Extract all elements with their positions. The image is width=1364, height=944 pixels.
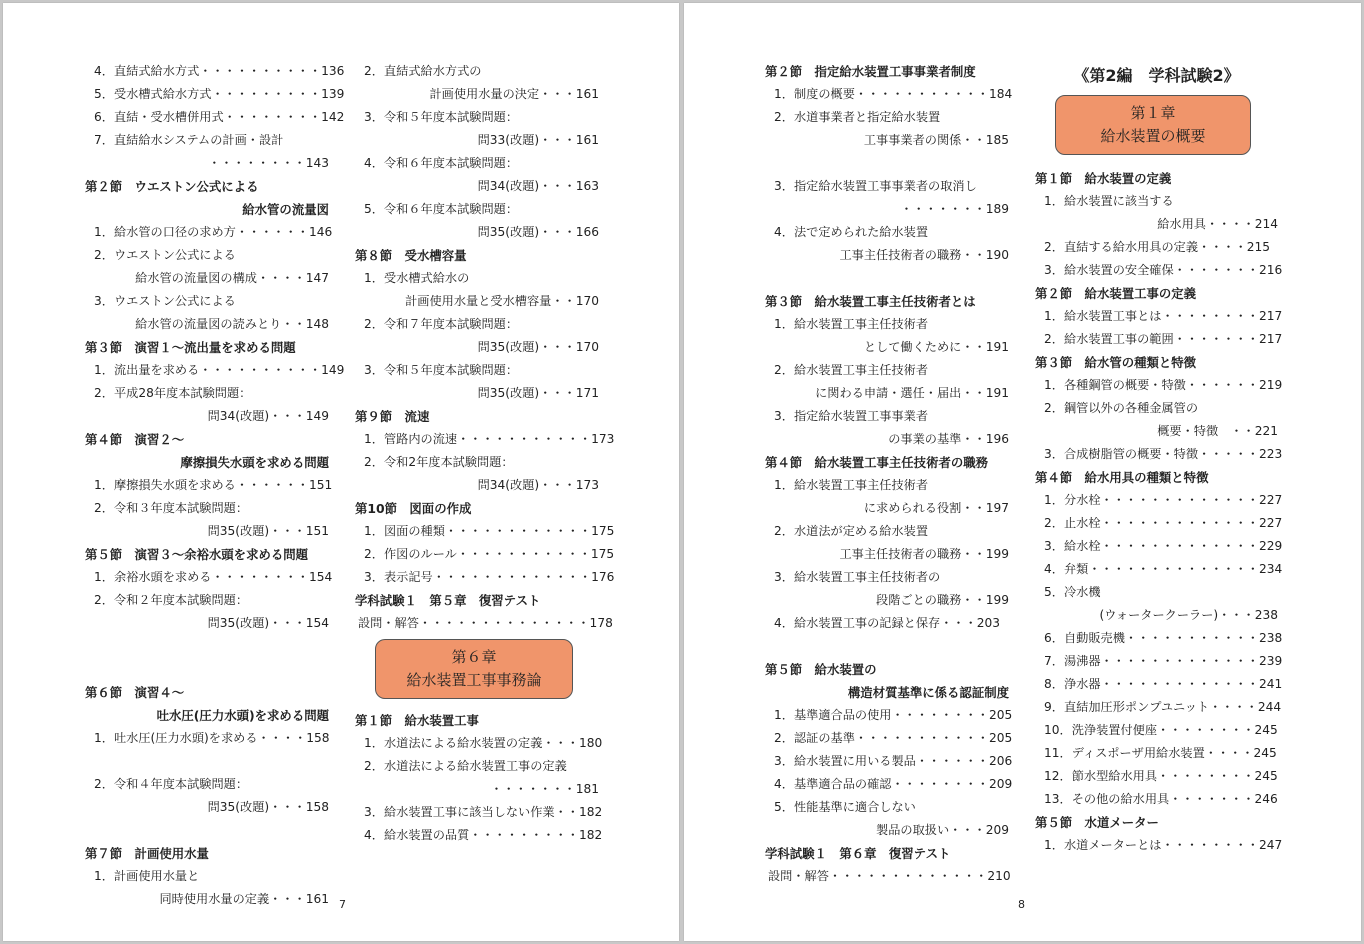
toc-item: 1．給水装置工事とは・・・・・・・・217: [1044, 309, 1283, 323]
toc-item: 5．性能基準に適合しない: [774, 800, 916, 814]
section-heading: 第９節 流速: [355, 409, 430, 424]
toc-item: 5．令和６年度本試験問題：: [364, 202, 519, 216]
section-heading: 学科試験１ 第６章 復習テスト: [765, 846, 951, 861]
toc-item-continuation: 同時使用水量の定義・・・161: [159, 892, 329, 906]
toc-item-continuation: 給水用具・・・・214: [1157, 217, 1278, 231]
section-heading: 第３節 給水管の種類と特徴: [1035, 355, 1197, 370]
section-heading: 第５節 演習３～余裕水頭を求める問題: [85, 547, 309, 562]
toc-item: 1．流出量を求める・・・・・・・・・・149: [94, 363, 345, 377]
toc-item: 1．制度の概要・・・・・・・・・・・184: [774, 87, 1013, 101]
toc-item: 1．各種鋼管の概要・特徴・・・・・・219: [1044, 378, 1283, 392]
toc-item: 1．給水装置に該当する: [1044, 194, 1174, 208]
toc-item: 1．水道法による給水装置の定義・・・180: [364, 736, 603, 750]
toc-item: 4．基準適合品の確認・・・・・・・・209: [774, 777, 1013, 791]
toc-item-continuation: 問33(改題)・・・161: [477, 133, 599, 147]
toc-item: 3．給水装置に用いる製品・・・・・・206: [774, 754, 1013, 768]
spacer: [765, 152, 1009, 175]
toc-item: 4．給水装置の品質・・・・・・・・・182: [364, 828, 603, 842]
toc-item: 3．給水装置工事主任技術者の: [774, 570, 941, 584]
toc-item-continuation: に関わる申請・選任・届出・・191: [815, 386, 1009, 400]
toc-item-continuation: 工事主任技術者の職務・・190: [839, 248, 1009, 262]
toc-item: 6．直結・受水槽併用式・・・・・・・・142: [94, 110, 345, 124]
spacer: [765, 267, 1009, 290]
toc-item: 4．給水装置工事の記録と保存・・・203: [774, 616, 1001, 630]
toc-item: 4．直結式給水方式・・・・・・・・・・136: [94, 64, 345, 78]
toc-item-continuation: 製品の取扱い・・・209: [876, 823, 1009, 837]
toc-item-continuation: 工事事業者の関係・・185: [863, 133, 1009, 147]
toc-item: 1．管路内の流速・・・・・・・・・・・173: [364, 432, 615, 446]
toc-item: 4．弁類・・・・・・・・・・・・・・234: [1044, 562, 1283, 576]
right-column-1: [765, 60, 1013, 888]
page-number-left: 7: [339, 898, 346, 911]
toc-item: 2．作図のルール・・・・・・・・・・・175: [364, 547, 615, 561]
toc-item-continuation: 問35(改題)・・・151: [207, 524, 329, 538]
toc-item-continuation: 問34(改題)・・・163: [477, 179, 599, 193]
section-heading: 第４節 演習２～: [85, 432, 185, 447]
toc-item-continuation: 段階ごとの職務・・199: [876, 593, 1009, 607]
toc-item-continuation: に求められる役割・・197: [863, 501, 1009, 515]
toc-item-continuation: として働くために・・191: [863, 340, 1009, 354]
toc-item: 3．ウエストン公式による: [94, 294, 236, 308]
section-heading: 学科試験１ 第５章 復習テスト: [355, 593, 541, 608]
toc-item: 10．洗浄装置付便座・・・・・・・・245: [1044, 723, 1278, 737]
section-heading-continuation: 摩擦損失水頭を求める問題: [180, 455, 329, 470]
review-test-item: 設問・解答・・・・・・・・・・・・・・178: [358, 616, 613, 630]
left-column-1: [85, 60, 345, 911]
section-heading: 第１節 給水装置工事: [355, 713, 479, 728]
toc-item: 7．湯沸器・・・・・・・・・・・・・239: [1044, 654, 1283, 668]
section-heading: 第２節 給水装置工事の定義: [1035, 286, 1197, 301]
toc-item-continuation: 給水管の流量図の読みとり・・148: [135, 317, 329, 331]
toc-item: 2．止水栓・・・・・・・・・・・・・227: [1044, 516, 1283, 530]
section-heading-continuation: 吐水圧(圧力水頭)を求める問題: [156, 708, 329, 723]
toc-item-continuation: 問34(改題)・・・173: [477, 478, 599, 492]
toc-item: 2．直結式給水方式の: [364, 64, 482, 78]
section-heading: 第４節 給水用具の種類と特徴: [1035, 470, 1209, 485]
toc-item-continuation: 問35(改題)・・・166: [477, 225, 599, 239]
toc-item: 3．令和５年度本試験問題：: [364, 110, 519, 124]
toc-item: 1．計画使用水量と: [94, 869, 200, 883]
toc-item: 6．自動販売機・・・・・・・・・・・238: [1044, 631, 1283, 645]
chapter-title-box: [375, 639, 573, 699]
toc-item-continuation: ・・・・・・・・143: [208, 156, 329, 170]
toc-item: 2．令和７年度本試験問題：: [364, 317, 519, 331]
chapter-name: 給水装置工事事務論: [406, 671, 542, 689]
part-title: 《第2編 学科試験2》: [1073, 66, 1240, 85]
toc-item: 9．直結加圧形ポンプユニット・・・・244: [1044, 700, 1282, 714]
section-heading: 第５節 水道メーター: [1035, 815, 1159, 830]
toc-item: 2．直結する給水用具の定義・・・・215: [1044, 240, 1271, 254]
toc-item: 2．令和2年度本試験問題：: [364, 455, 514, 469]
toc-item-continuation: (ウォータークーラー)・・・238: [1099, 608, 1278, 622]
toc-item: 12．節水型給水用具・・・・・・・・245: [1044, 769, 1278, 783]
toc-item: 1．基準適合品の使用・・・・・・・・205: [774, 708, 1013, 722]
toc-item-continuation: ・・・・・・・189: [900, 202, 1009, 216]
toc-item-continuation: 問35(改題)・・・158: [207, 800, 329, 814]
toc-item: 1．水道メーターとは・・・・・・・・247: [1044, 838, 1283, 852]
section-heading: 第３節 演習１～流出量を求める問題: [85, 340, 296, 355]
section-heading: 第４節 給水装置工事主任技術者の職務: [765, 455, 989, 470]
toc-item: 5．受水槽式給水方式・・・・・・・・・139: [94, 87, 345, 101]
toc-item: 2．給水装置工事の範囲・・・・・・・217: [1044, 332, 1283, 346]
toc-item: 2．鋼管以外の各種金属管の: [1044, 401, 1199, 415]
toc-item: 2．令和３年度本試験問題：: [94, 501, 249, 515]
toc-item: 2．水道法が定める給水装置: [774, 524, 929, 538]
toc-item-continuation: 問35(改題)・・・170: [477, 340, 599, 354]
section-heading: 第７節 計画使用水量: [85, 846, 209, 861]
section-heading: 第２節 指定給水装置工事事業者制度: [765, 64, 976, 79]
toc-item: 8．浄水器・・・・・・・・・・・・・241: [1044, 677, 1283, 691]
chapter-number: 第６章: [451, 648, 497, 666]
spacer: [85, 819, 329, 842]
toc-item: 4．令和６年度本試験問題：: [364, 156, 519, 170]
toc-item: 1．摩擦損失水頭を求める・・・・・・151: [94, 478, 333, 492]
toc-item: 11．ディスポーザ用給水装置・・・・245: [1044, 746, 1277, 760]
toc-item: 1．受水槽式給水の: [364, 271, 470, 285]
toc-item: 2．令和２年度本試験問題：: [94, 593, 249, 607]
toc-item: 2．認証の基準・・・・・・・・・・・205: [774, 731, 1013, 745]
toc-item: 3．令和５年度本試験問題：: [364, 363, 519, 377]
toc-item: 13．その他の給水用具・・・・・・・246: [1044, 792, 1278, 806]
toc-item-continuation: 計画使用水量の決定・・・161: [429, 87, 599, 101]
toc-item: 3．給水栓・・・・・・・・・・・・・229: [1044, 539, 1283, 553]
toc-item: 1．分水栓・・・・・・・・・・・・・227: [1044, 493, 1283, 507]
right-page: [684, 3, 1361, 941]
section-heading: 第５節 給水装置の: [765, 662, 877, 677]
toc-item: 2．ウエストン公式による: [94, 248, 236, 262]
chapter-number: 第１章: [1130, 104, 1176, 122]
toc-item-continuation: 計画使用水量と受水槽容量・・170: [405, 294, 599, 308]
toc-item: 2．水道事業者と指定給水装置: [774, 110, 941, 124]
toc-item: 5．冷水機: [1044, 585, 1101, 599]
right-column-2: [1035, 60, 1283, 857]
section-heading: 第３節 給水装置工事主任技術者とは: [765, 294, 976, 309]
toc-item-continuation: 問34(改題)・・・149: [207, 409, 329, 423]
toc-item: 3．給水装置工事に該当しない作業・・182: [364, 805, 603, 819]
toc-item: 2．給水装置工事主任技術者: [774, 363, 929, 377]
chapter-title-box: [1055, 95, 1251, 155]
spacer: [765, 635, 1009, 658]
left-page: [3, 3, 679, 941]
chapter-name: 給水装置の概要: [1100, 127, 1206, 145]
toc-item: 3．給水装置の安全確保・・・・・・・216: [1044, 263, 1283, 277]
toc-item: 4．法で定められた給水装置: [774, 225, 929, 239]
toc-item: 2．平成28年度本試験問題：: [94, 386, 252, 400]
toc-item: 3．指定給水装置工事事業者の取消し: [774, 179, 977, 193]
section-heading-continuation: 給水管の流量図: [242, 202, 329, 217]
toc-item-continuation: 概要・特徴 ・・221: [1157, 424, 1278, 438]
toc-item: 7．直結給水システムの計画・設計: [94, 133, 284, 147]
toc-item: 1．図面の種類・・・・・・・・・・・・175: [364, 524, 615, 538]
toc-item: 1．給水装置工事主任技術者: [774, 478, 929, 492]
toc-item-continuation: 工事主任技術者の職務・・199: [839, 547, 1009, 561]
toc-item-continuation: 給水管の流量図の構成・・・・147: [135, 271, 329, 285]
toc-item: 1．余裕水頭を求める・・・・・・・・154: [94, 570, 333, 584]
spacer: [85, 750, 329, 773]
toc-item: 1．吐水圧(圧力水頭)を求める・・・・158: [94, 731, 330, 745]
section-heading: 第１節 給水装置の定義: [1035, 171, 1172, 186]
toc-item: 3．指定給水装置工事事業者: [774, 409, 929, 423]
section-heading-continuation: 構造材質基準に係る認証制度: [847, 685, 1009, 700]
toc-item: 1．給水装置工事主任技術者: [774, 317, 929, 331]
toc-item-continuation: の事業の基準・・196: [888, 432, 1009, 446]
toc-item: 1．給水管の口径の求め方・・・・・・146: [94, 225, 333, 239]
toc-item-continuation: 問35(改題)・・・154: [207, 616, 329, 630]
spacer: [85, 635, 329, 681]
review-test-item: 設問・解答・・・・・・・・・・・・・210: [768, 869, 1011, 883]
left-column-2: [355, 60, 615, 847]
section-heading: 第２節 ウエストン公式による: [85, 179, 259, 194]
section-heading: 第６節 演習４～: [85, 685, 185, 700]
page-number-right: 8: [1018, 898, 1025, 911]
toc-item: 3．合成樹脂管の概要・特徴・・・・・223: [1044, 447, 1283, 461]
section-heading: 第10節 図面の作成: [355, 501, 472, 516]
toc-item: 2．水道法による給水装置工事の定義: [364, 759, 567, 773]
toc-item: 2．令和４年度本試験問題：: [94, 777, 249, 791]
section-heading: 第８節 受水槽容量: [355, 248, 467, 263]
toc-item-continuation: ・・・・・・・181: [490, 782, 599, 796]
toc-item-continuation: 問35(改題)・・・171: [477, 386, 599, 400]
toc-item: 3．表示記号・・・・・・・・・・・・・176: [364, 570, 615, 584]
